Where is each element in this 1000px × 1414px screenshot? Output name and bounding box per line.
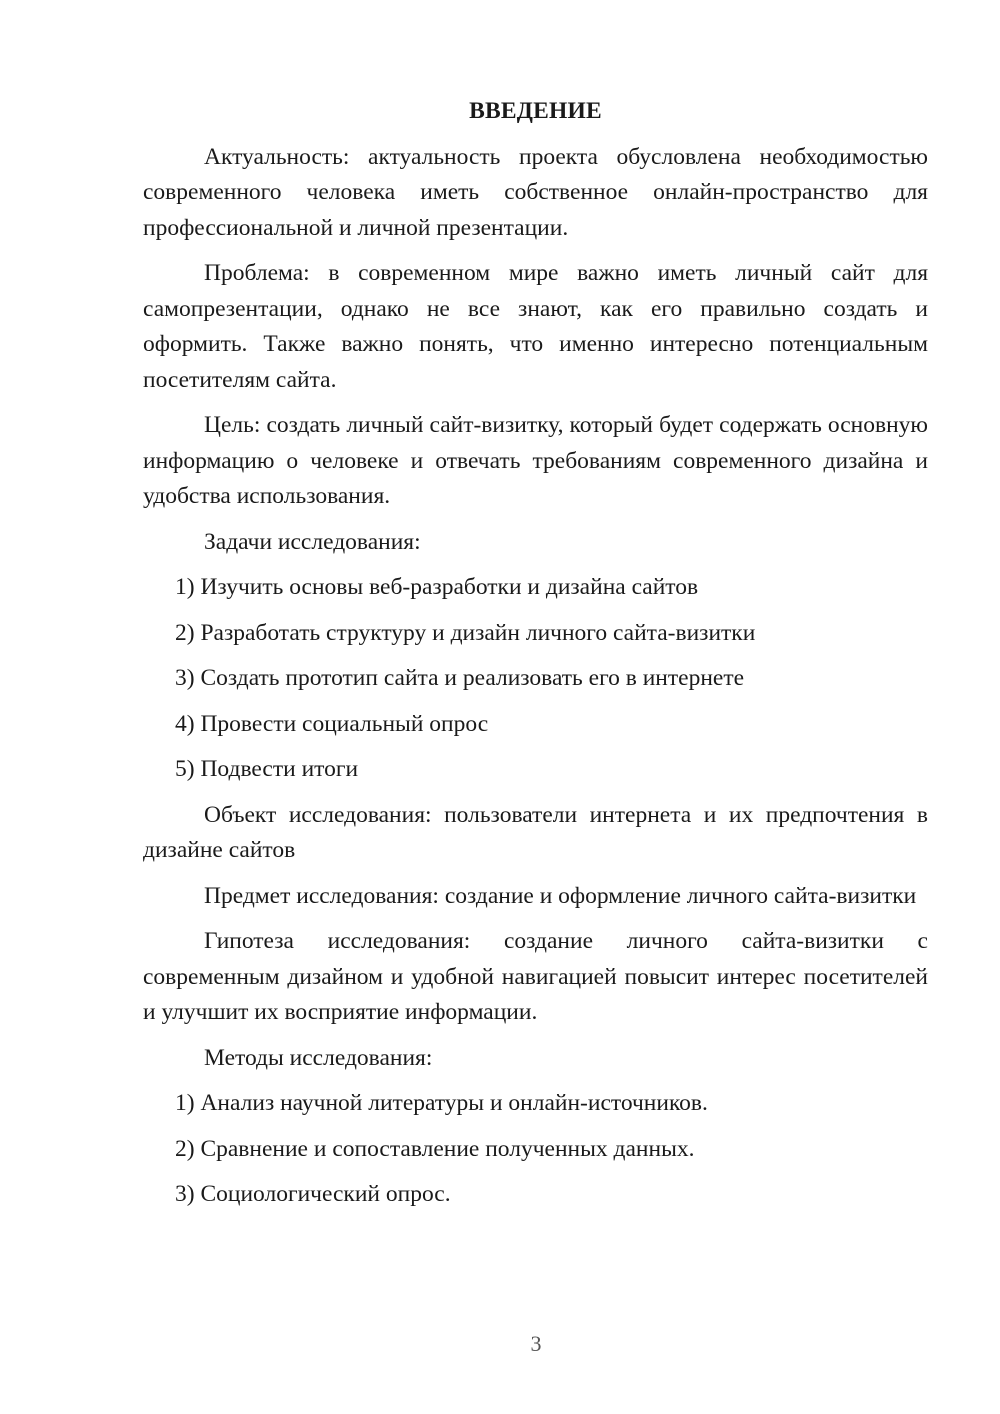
method-item: 2) Сравнение и сопоставление полученных данных. bbox=[175, 1135, 695, 1162]
methods-list bbox=[143, 1086, 928, 1213]
tasks-heading: Задачи исследования: bbox=[204, 528, 421, 555]
method-item: 1) Анализ научной литературы и онлайн-источников. bbox=[175, 1090, 708, 1116]
page-number: 3 bbox=[530, 1331, 542, 1356]
method-item: 3) Социологический опрос. bbox=[175, 1181, 451, 1207]
section-title: ВВЕДЕНИЕ bbox=[469, 98, 602, 124]
methods-heading: Методы исследования: bbox=[204, 1044, 433, 1071]
document-body bbox=[143, 94, 928, 1223]
task-item: 3) Создать прототип сайта и реализовать его в интернете bbox=[175, 665, 745, 691]
task-item: 2) Разработать структуру и дизайн личного сайта-визитки bbox=[175, 619, 756, 646]
paragraph-subject: Предмет исследования: создание и оформление личного сайта-визитки bbox=[204, 882, 917, 909]
tasks-list bbox=[143, 570, 928, 788]
paragraph-problem: Проблема: в современном мире важно иметь личный сайт для самопрезентации, однако не все знают, как его правильно создать и оформить. Также важно понять, что именно интересно потенциальным посетителям сайта. bbox=[143, 260, 928, 393]
paragraph-goal: Цель: создать личный сайт-визитку, который будет содержать основную информацию о человеке и отвечать требованиям современного дизайна и удобства использования. bbox=[143, 412, 928, 509]
paragraph-relevance: Актуальность: актуальность проекта обусловлена необходимостью современного человека иметь собственное онлайн-пространство для профессиональной и личной презентации. bbox=[143, 143, 928, 241]
paragraph-object: Объект исследования: пользователи интернета и их предпочтения в дизайне сайтов bbox=[143, 801, 928, 863]
task-item: 1) Изучить основы веб-разработки и дизайна сайтов bbox=[175, 574, 699, 600]
paragraph-hypothesis: Гипотеза исследования: создание личного сайта-визитки с современным дизайном и удобной навигацией повысит интерес посетителей и улучшит их восприятие информации. bbox=[143, 928, 928, 1025]
task-item: 5) Подвести итоги bbox=[175, 756, 359, 782]
task-item: 4) Провести социальный опрос bbox=[175, 710, 489, 737]
